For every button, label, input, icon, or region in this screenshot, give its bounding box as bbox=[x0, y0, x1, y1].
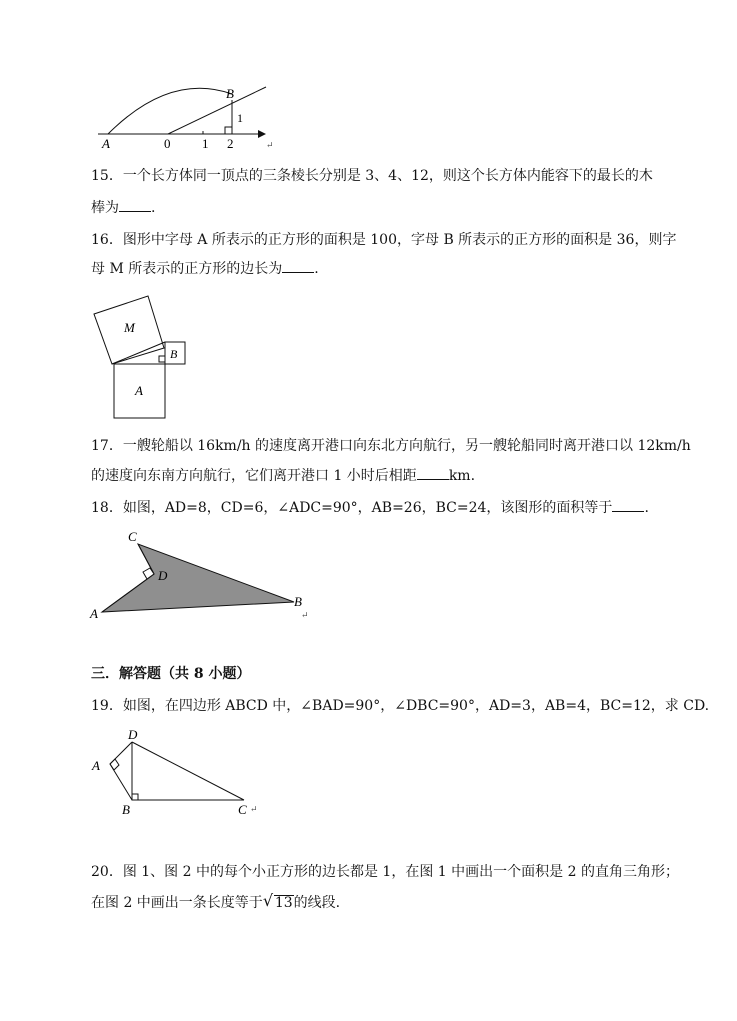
q16-suffix: . bbox=[314, 261, 319, 277]
q18-answer-blank bbox=[612, 499, 644, 512]
q15-line1: 15．一个长方体同一顶点的三条棱长分别是 3、4、12，则这个长方体内能容下的最长的木 bbox=[91, 168, 653, 184]
label-B: B bbox=[170, 347, 178, 361]
q20-line2 bbox=[91, 893, 340, 913]
label-A: A bbox=[92, 758, 100, 773]
q18-line bbox=[91, 498, 649, 518]
radicand: 13 bbox=[274, 895, 293, 911]
label-A: A bbox=[102, 136, 110, 151]
sqrt-expression bbox=[263, 893, 294, 913]
q18-suffix: . bbox=[644, 500, 649, 516]
q17-suffix: km. bbox=[448, 468, 476, 484]
right-angle-mark bbox=[225, 127, 232, 134]
return-mark: ↵ bbox=[266, 140, 274, 150]
q17-prefix: 的速度向东南方向航行，它们离开港口 1 小时后相距 bbox=[91, 468, 417, 484]
label-one: 1 bbox=[202, 136, 209, 151]
q17-line2 bbox=[91, 466, 475, 486]
axis-arrowhead bbox=[258, 130, 266, 138]
label-D: D bbox=[128, 727, 138, 742]
q20-suffix: 的线段. bbox=[293, 895, 341, 911]
label-C: C bbox=[238, 802, 247, 817]
hypotenuse-ray bbox=[168, 87, 266, 134]
label-D: D bbox=[158, 568, 168, 583]
label-B: B bbox=[294, 594, 302, 609]
right-angle-mark-B bbox=[132, 794, 138, 800]
q17-answer-blank bbox=[417, 467, 449, 480]
quadrilateral-figure bbox=[88, 726, 268, 818]
q16-prefix: 母 M 所表示的正方形的边长为 bbox=[91, 261, 283, 277]
label-two: 2 bbox=[227, 136, 234, 151]
q16-line1: 16．图形中字母 A 所表示的正方形的面积是 100，字母 B 所表示的正方形的面积是 36，则字 bbox=[91, 232, 677, 248]
radical-sign: √ bbox=[262, 891, 274, 910]
q15-prefix: 棒为 bbox=[91, 200, 119, 216]
q20-prefix: 在图 2 中画出一条长度等于 bbox=[91, 895, 263, 911]
section-title: 三．解答题（共 8 小题） bbox=[91, 666, 251, 682]
q20-line1: 20．图 1、图 2 中的每个小正方形的边长都是 1，在图 1 中画出一个面积是 2 的直角三角形； bbox=[91, 864, 679, 880]
label-height-one: 1 bbox=[237, 111, 243, 125]
q16-answer-blank bbox=[282, 260, 314, 273]
label-zero: 0 bbox=[164, 136, 171, 151]
q18-prefix: 18．如图，AD=8，CD=6，∠ADC=90°，AB=26，BC=24，该图形的面积等于 bbox=[91, 500, 613, 516]
right-angle-mark-A bbox=[110, 759, 119, 770]
number-line-figure bbox=[90, 82, 290, 152]
label-A: A bbox=[135, 383, 143, 398]
return-mark: ↵ bbox=[301, 610, 309, 620]
squares-figure bbox=[90, 290, 200, 422]
label-A: A bbox=[90, 606, 98, 621]
q17-line1: 17．一艘轮船以 16km/h 的速度离开港口向东北方向航行，另一艘轮船同时离开港口以 12km/h bbox=[91, 438, 691, 454]
label-M: M bbox=[124, 320, 135, 335]
label-C: C bbox=[128, 529, 137, 544]
triangle-hypotenuse bbox=[112, 342, 165, 364]
shaded-region bbox=[102, 544, 294, 612]
q19-text: 19．如图，在四边形 ABCD 中，∠BAD=90°，∠DBC=90°，AD=3，AB=4，BC=12，求 CD. bbox=[91, 698, 710, 714]
return-mark: ↵ bbox=[250, 804, 258, 814]
label-B: B bbox=[226, 86, 234, 101]
label-B: B bbox=[122, 802, 130, 817]
q16-line2 bbox=[91, 259, 319, 279]
q15-line2 bbox=[91, 198, 155, 218]
right-angle-mark bbox=[159, 356, 165, 362]
q15-suffix: . bbox=[151, 200, 156, 216]
shaded-figure bbox=[88, 526, 318, 626]
q15-answer-blank bbox=[119, 199, 151, 212]
arc bbox=[108, 88, 232, 134]
segment-DC bbox=[132, 742, 244, 800]
